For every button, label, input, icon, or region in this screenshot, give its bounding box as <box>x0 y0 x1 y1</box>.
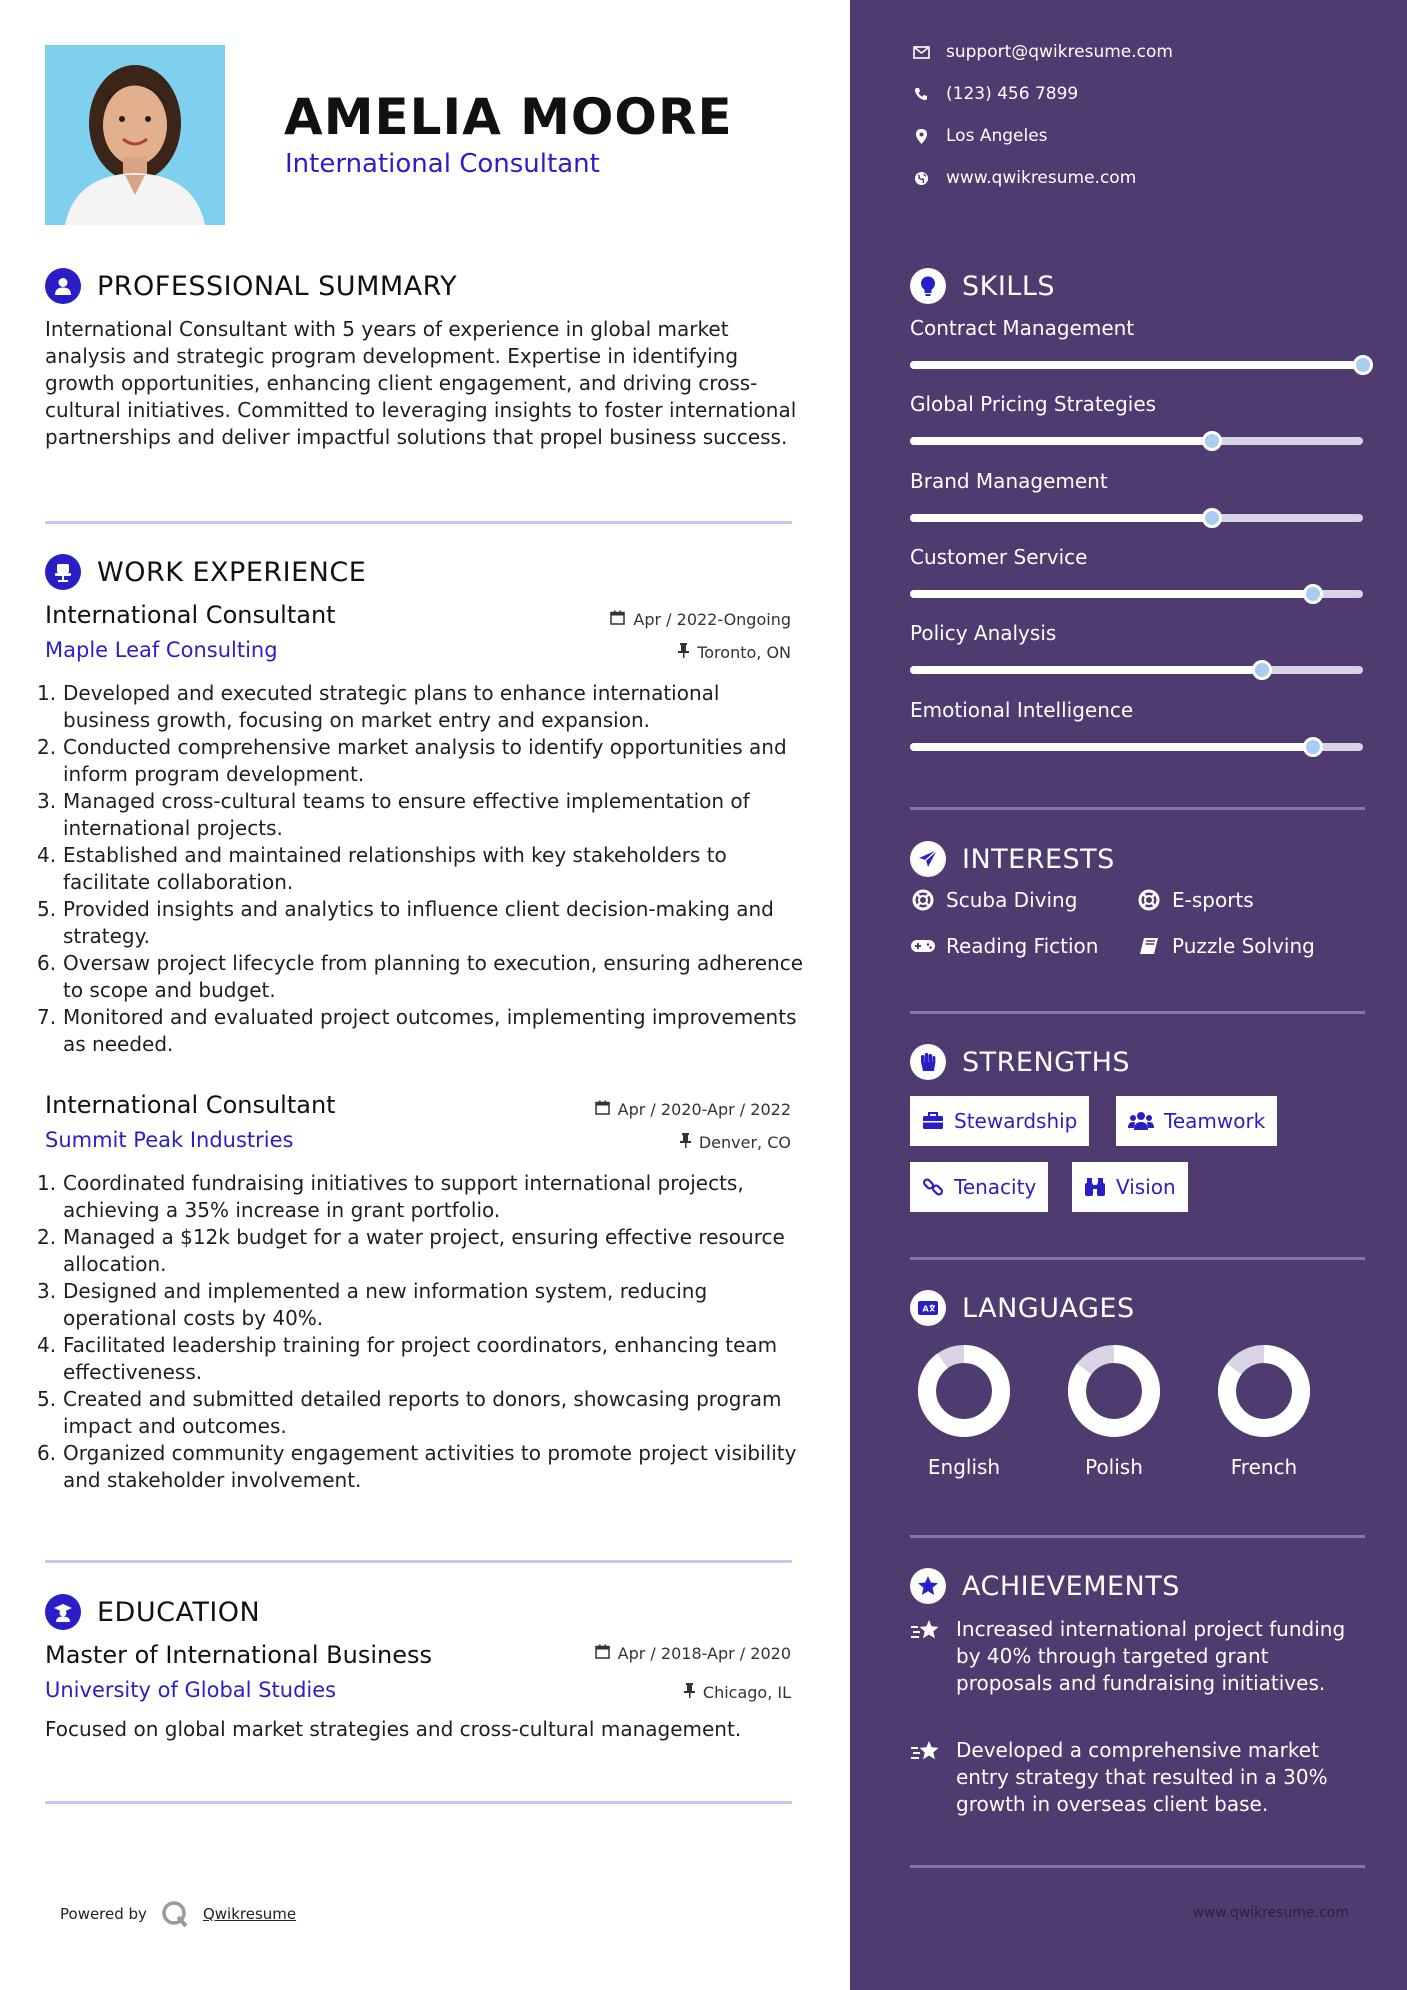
profile-photo <box>45 45 225 225</box>
divider <box>910 1011 1365 1014</box>
email-text[interactable]: support@qwikresume.com <box>946 42 1173 62</box>
fist-icon <box>910 1044 946 1080</box>
svg-text:A: A <box>922 1304 929 1314</box>
strength-label: Tenacity <box>954 1175 1037 1199</box>
language-ring <box>916 1343 1012 1439</box>
skill-bar-knob <box>1353 355 1373 375</box>
languages-heading <box>910 1290 1135 1326</box>
skill-bar-fill <box>910 361 1363 369</box>
language-ring <box>1066 1343 1162 1439</box>
shooting-star-icon <box>910 1616 946 1697</box>
degree-title: Master of International Business <box>45 1641 432 1669</box>
job-bullets <box>37 680 807 1058</box>
achievement-item <box>910 1737 1360 1818</box>
skill-name: Global Pricing Strategies <box>910 392 1157 416</box>
skill-bar <box>910 437 1363 445</box>
skill-bar-fill <box>910 437 1212 445</box>
list-item: 6. Organized community engagement activities to promote project visibility and stakeholder involvement. <box>37 1441 797 1492</box>
strength-label: Stewardship <box>954 1109 1078 1133</box>
job-company: Summit Peak Industries <box>45 1128 294 1152</box>
achievement-text: Increased international project funding by 40% through targeted grant proposals and fundraising initiatives. <box>956 1617 1346 1695</box>
education-heading <box>45 1594 260 1630</box>
job-date <box>595 1100 791 1119</box>
education-date-text: Apr / 2018-Apr / 2020 <box>617 1644 791 1663</box>
skill-bar <box>910 590 1363 598</box>
qwikresume-link[interactable]: Qwikresume <box>202 1905 297 1923</box>
pin-icon <box>678 643 689 662</box>
list-item: 1. Developed and executed strategic plans to enhance international business growth, focusing on market entry and expansion. <box>37 681 720 732</box>
language-item <box>1054 1343 1174 1479</box>
skill-bar <box>910 361 1363 369</box>
website-text[interactable]: www.qwikresume.com <box>946 168 1137 188</box>
skill-bar <box>910 514 1363 522</box>
list-item: 2. Conducted comprehensive market analysis to identify opportunities and inform program development. <box>37 735 787 786</box>
divider <box>45 1560 792 1563</box>
skill-bar-fill <box>910 514 1212 522</box>
contact-location <box>910 126 1048 146</box>
users-icon <box>1128 1111 1154 1131</box>
education-location-text: Chicago, IL <box>702 1683 791 1702</box>
link-icon <box>922 1176 944 1198</box>
skill-bar-fill <box>910 743 1313 751</box>
footer-website[interactable]: www.qwikresume.com <box>1192 1905 1349 1921</box>
sidebar <box>850 0 1407 1990</box>
job-date-text: Apr / 2022-Ongoing <box>633 610 791 629</box>
strength-badge <box>1072 1162 1188 1212</box>
calendar-icon <box>595 1644 610 1663</box>
contact-website <box>910 168 1136 188</box>
shooting-star-icon <box>910 1737 946 1818</box>
achievements-title: ACHIEVEMENTS <box>962 1570 1180 1602</box>
graduate-icon <box>45 1594 81 1630</box>
languages-title: LANGUAGES <box>962 1292 1135 1324</box>
language-item <box>904 1343 1024 1479</box>
map-marker-icon <box>910 129 932 144</box>
skill-bar-fill <box>910 666 1262 674</box>
job-bullets <box>37 1170 807 1494</box>
language-item <box>1204 1343 1324 1479</box>
interest-label: Reading Fiction <box>946 934 1099 958</box>
achievements-heading <box>910 1568 1180 1604</box>
skill-name: Contract Management <box>910 316 1135 340</box>
work-title: WORK EXPERIENCE <box>97 556 367 588</box>
strengths-title: STRENGTHS <box>962 1046 1131 1078</box>
user-icon <box>45 268 81 304</box>
list-item: 4. Facilitated leadership training for project coordinators, enhancing team effectiveness. <box>37 1333 778 1384</box>
skill-bar-fill <box>910 590 1313 598</box>
candidate-title: International Consultant <box>285 149 600 179</box>
education-date <box>595 1644 791 1663</box>
lightbulb-icon <box>910 268 946 304</box>
calendar-icon <box>595 1100 610 1119</box>
skill-name: Customer Service <box>910 545 1088 569</box>
pin-icon <box>680 1133 691 1152</box>
interest-label: Scuba Diving <box>946 888 1078 912</box>
strength-badge <box>1116 1096 1277 1146</box>
job-location-text: Denver, CO <box>698 1133 791 1152</box>
book-icon <box>1136 937 1162 955</box>
skill-bar-knob <box>1202 508 1222 528</box>
skills-heading <box>910 268 1055 304</box>
skill-name: Brand Management <box>910 469 1108 493</box>
divider <box>45 1801 792 1804</box>
summary-title: PROFESSIONAL SUMMARY <box>97 270 458 302</box>
interest-item <box>1136 934 1315 958</box>
paper-plane-icon <box>910 841 946 877</box>
interest-item <box>910 888 1077 912</box>
language-name: English <box>927 1455 1001 1479</box>
education-description: Focused on global market strategies and cross-cultural management. <box>45 1717 742 1741</box>
skills-title: SKILLS <box>962 270 1056 302</box>
skill-name: Emotional Intelligence <box>910 698 1134 722</box>
language-name: Polish <box>1085 1455 1143 1479</box>
job-location <box>680 1133 791 1152</box>
strengths-heading <box>910 1044 1130 1080</box>
language-icon <box>910 1290 946 1326</box>
strength-badge <box>910 1162 1048 1212</box>
skill-bar <box>910 743 1363 751</box>
skill-name: Policy Analysis <box>910 621 1057 645</box>
job-company: Maple Leaf Consulting <box>45 638 278 662</box>
language-ring <box>1216 1343 1312 1439</box>
divider <box>910 807 1365 810</box>
binoculars-icon <box>1084 1177 1106 1197</box>
interest-label: E-sports <box>1172 888 1254 912</box>
pin-icon <box>684 1683 695 1702</box>
phone-icon <box>910 87 932 101</box>
contact-phone <box>910 84 1078 104</box>
powered-by <box>60 1900 296 1928</box>
skill-bar-knob <box>1202 431 1222 451</box>
education-location <box>684 1683 791 1702</box>
list-item: 4. Established and maintained relationships with key stakeholders to facilitate collaboration. <box>37 843 727 894</box>
briefcase-icon <box>922 1112 944 1130</box>
education-title: EDUCATION <box>97 1596 261 1628</box>
divider <box>910 1865 1365 1868</box>
contact-email <box>910 42 1173 62</box>
interests-heading <box>910 841 1115 877</box>
star-badge-icon <box>910 1568 946 1604</box>
skill-bar <box>910 666 1363 674</box>
job-location <box>678 643 791 662</box>
interest-item <box>1136 888 1254 912</box>
phone-text: (123) 456 7899 <box>946 84 1079 104</box>
list-item: 6. Oversaw project lifecycle from planning to execution, ensuring adherence to scope and budget. <box>37 951 804 1002</box>
qwikresume-logo-icon <box>161 1900 189 1928</box>
job-date-text: Apr / 2020-Apr / 2022 <box>617 1100 791 1119</box>
interests-title: INTERESTS <box>962 843 1115 875</box>
achievement-item <box>910 1616 1360 1697</box>
location-text: Los Angeles <box>946 126 1048 146</box>
candidate-name: AMELIA MOORE <box>284 88 733 146</box>
list-item: 7. Monitored and evaluated project outcomes, implementing improvements as needed. <box>37 1005 797 1056</box>
globe-icon <box>910 171 932 186</box>
language-ring-fill <box>927 1354 1001 1428</box>
strength-label: Teamwork <box>1164 1109 1266 1133</box>
skill-bar-knob <box>1303 737 1323 757</box>
powered-by-text: Powered by <box>60 1905 147 1923</box>
interest-label: Puzzle Solving <box>1172 934 1315 958</box>
list-item: 2. Managed a $12k budget for a water project, ensuring effective resource allocation. <box>37 1225 785 1276</box>
list-item: 5. Provided insights and analytics to influence client decision-making and strategy. <box>37 897 774 948</box>
school-name: University of Global Studies <box>45 1678 337 1702</box>
calendar-icon <box>610 610 625 629</box>
interest-item <box>910 934 1098 958</box>
chair-icon <box>45 554 81 590</box>
summary-text: International Consultant with 5 years of experience in global market analysis and strategic program development. Expertise in identifying growth opportunities, enhancing client engagement, and driving cross-cultural initiatives. Committed to leveraging insights to foster international partnerships and deliver impactful solutions that propel business success. <box>45 317 797 449</box>
skill-bar-knob <box>1252 660 1272 680</box>
job-title: International Consultant <box>45 601 336 629</box>
divider <box>910 1535 1365 1538</box>
life-ring-icon <box>910 889 936 911</box>
skill-bar-knob <box>1303 584 1323 604</box>
job-location-text: Toronto, ON <box>697 643 791 662</box>
list-item: 3. Managed cross-cultural teams to ensure effective implementation of international projects. <box>37 789 750 840</box>
envelope-icon <box>910 46 932 59</box>
job-title: International Consultant <box>45 1091 336 1119</box>
strength-label: Vision <box>1116 1175 1176 1199</box>
achievement-text: Developed a comprehensive market entry strategy that resulted in a 30% growth in overseas client base. <box>956 1738 1328 1816</box>
list-item: 1. Coordinated fundraising initiatives to support international projects, achieving a 35% increase in grant portfolio. <box>37 1171 744 1222</box>
life-ring-icon <box>1136 889 1162 911</box>
work-heading <box>45 554 366 590</box>
divider <box>45 521 792 524</box>
language-name: French <box>1230 1455 1298 1479</box>
divider <box>910 1257 1365 1260</box>
list-item: 3. Designed and implemented a new information system, reducing operational costs by 40%. <box>37 1279 708 1330</box>
gamepad-icon <box>910 938 936 954</box>
strength-badge <box>910 1096 1089 1146</box>
summary-heading <box>45 268 457 304</box>
list-item: 5. Created and submitted detailed reports to donors, showcasing program impact and outcomes. <box>37 1387 782 1438</box>
job-date <box>610 610 791 629</box>
